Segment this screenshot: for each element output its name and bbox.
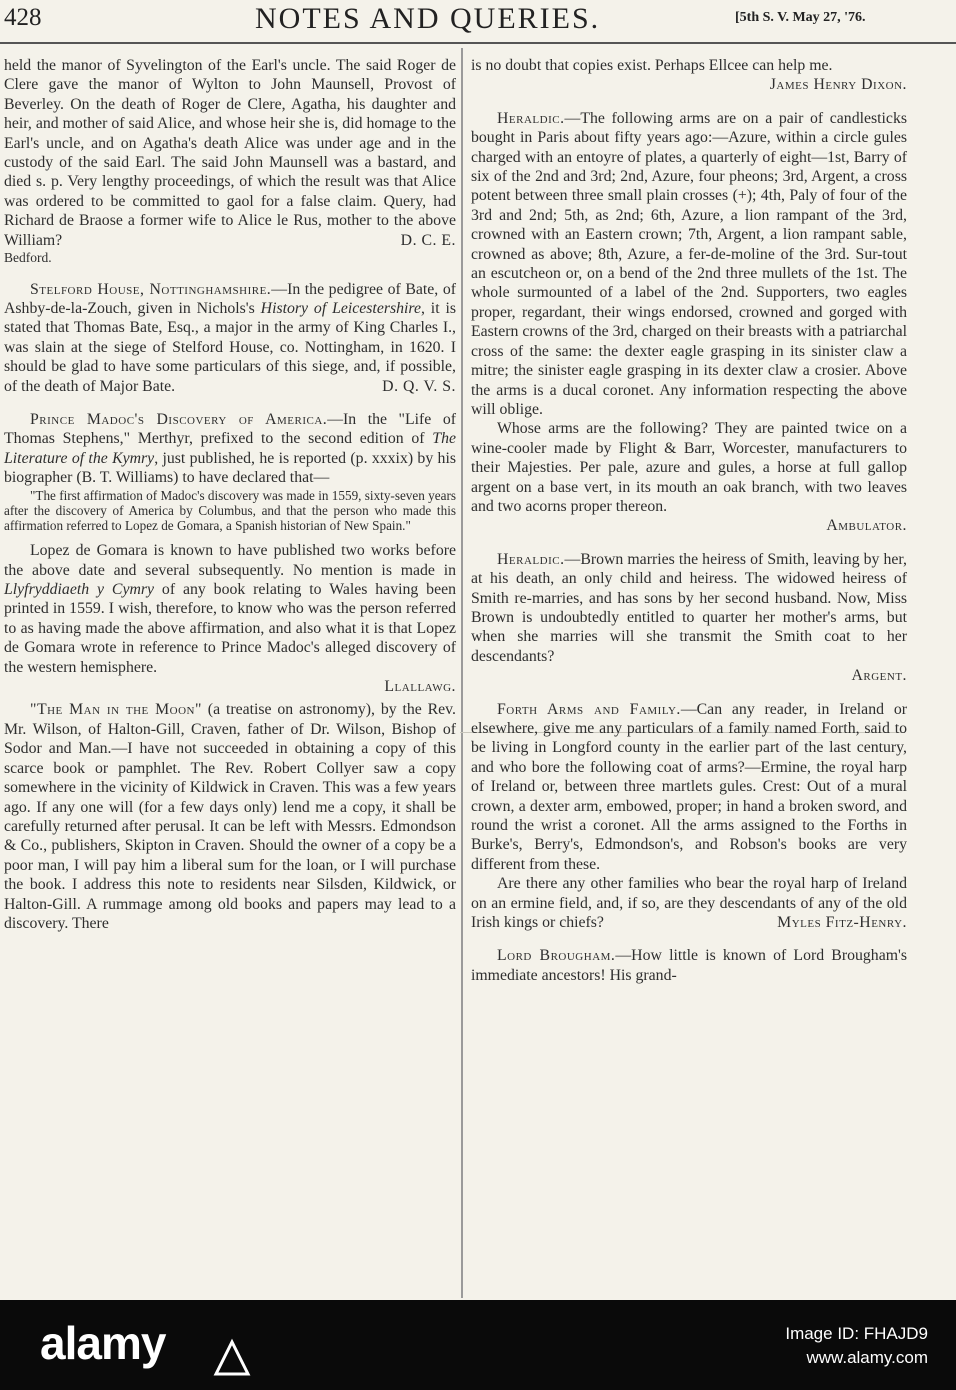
signature-ambulator: Ambulator. <box>826 517 907 535</box>
heading-man-in-moon: "The Man in the Moon" <box>30 701 202 719</box>
signature-dqvs: D. Q. V. S. <box>382 377 456 395</box>
signature-dixon: James Henry Dixon. <box>769 76 907 94</box>
paragraph-heraldic-brown: Heraldic.—Brown marries the heiress of Smith, leaving by her, at his death, an only child and heiress. The widowed heiress of Smith re-marries, and has sons by her second husband. Now, Miss Brown is undoubtedly entitled to quarter her mother's arms, but when she marries will she transmit the Smith coat to her descendants? <box>471 550 907 665</box>
heading-brougham: Lord Brougham. <box>497 947 616 965</box>
heading-madoc: Prince Madoc's Discovery of America. <box>30 411 328 428</box>
title-literature-kymry: The Literature of the Kymry <box>4 430 456 467</box>
journal-title: NOTES AND QUERIES. <box>255 2 601 35</box>
left-column <box>4 56 456 933</box>
site-url: www.alamy.com <box>806 1348 928 1367</box>
paragraph-heraldic-candlesticks: Heraldic.—The following arms are on a pair of candlesticks bought in Paris about fifty years ago:—Azure, within a circle gules charged with an entoyre of plates, a quarterly of eight—1st, Barry of six of the 2nd and 3rd; 2nd, Azure, four pheons; 3rd, Argent, a cross potent between three small plain crosses (+); 4th, Paly of four of the 3rd and 2nd; 5th, as 2nd; 6th, Azure, a lion rampant of the 3rd, crowned with an Eastern crown; 7th, Argent, a lion rampant sable, crowned as above; 8th, Azure, a fer-de-moline of the 3rd. Sur-tout an escutcheon or, on a bend of the 2nd three mullets of the 1st. The whole surmounted of a label of the 2nd. Supporters, two eagles proper, regardant, their wings endorsed, crowned and gorged with Eastern crowns of the 3rd, charged on their breasts with a patriarchal cross of the same: the dexter eagle grasping in its sinister claw a mitre; the sinister eagle grasping in its dexter claw a crosier. Above the arms is a ducal coronet. Any information respecting the above will oblige. <box>471 109 907 418</box>
paragraph-wine-cooler: Whose arms are the following? They are painted twice on a wine-cooler made by Flight & Barr, Worcester, manufacturers to their Majesties. Per pale, azure and gules, a horse at full gallop argent on a base vert, in its mouth an oak branch, with two leaves and two acorns proper thereon. <box>471 420 907 515</box>
paragraph-brougham: Lord Brougham.—How little is known of Lord Brougham's immediate ancestors! His grand- <box>471 947 907 984</box>
page-number: 428 <box>4 4 42 31</box>
logo-mark-icon <box>212 1338 252 1378</box>
paragraph-royal-harp: Are there any other families who bear the royal harp of Ireland on an ermine field, and, if so, are they descendants of any of the old Irish kings or chiefs? Myles Fitz-Henry. <box>471 875 907 932</box>
paragraph-syvelington: held the manor of Syvelington of the Earl's uncle. The said Roger de Clere gave the manor of Wylton to John Maunsell, Provost of Beverley. On the death of Roger de Clere, Agatha, his daughter and heir, and mother of said Alice, and whose heir she is, did homage to the Earl's uncle, and on Agatha's death Alice was under age and in the custody of the said Earl. The said John Maunsell was a bastard, and died s. p. Very lengthy proceedings, of which the result was that Alice was ordered to be committed to gaol for a false claim. Query, had Richard de Braose a former wife to Alice le Rus, mother to the above William? D. C. E. <box>4 57 456 249</box>
header-rule <box>0 42 956 44</box>
title-history-leicestershire: History of Leicestershire <box>260 299 421 317</box>
stock-meta <box>785 1322 928 1370</box>
paragraph-stelford: Stelford House, Nottinghamshire.—In the pedigree of Bate, of Ashby-de-la-Zouch, given in Nichols's History of Leicestershire, it is stated that Thomas Bate, Esq., a major in the army of King Charles I., was slain at the siege of Stelford House, co. Nottingham, in 1620. I should be glad to have some particulars of this siege, and, if possible, of the death of Major Bate. D. Q. V. S. <box>4 280 456 395</box>
signature-argent: Argent. <box>851 667 907 685</box>
image-id: Image ID: FHAJD9 <box>785 1324 928 1343</box>
heading-forth: Forth Arms and Family. <box>497 700 681 718</box>
signature-dce: D. C. E. <box>400 231 456 249</box>
paragraph-madoc: Prince Madoc's Discovery of America.—In the "Life of Thomas Stephens," Merthyr, prefixed to the second edition of The Literature of the Kymry, just published, he is reported (p. xxxix) by his biographer (B. T. Williams) to have declared that— <box>4 411 456 487</box>
heading-heraldic-2: Heraldic. <box>497 550 565 568</box>
heading-heraldic-1: Heraldic. <box>497 109 565 127</box>
right-column <box>471 56 907 985</box>
place-bedford: Bedford. <box>4 250 52 266</box>
signature-llallawg: Llallawg. <box>384 678 456 696</box>
heading-stelford: Stelford House, Nottinghamshire. <box>30 280 272 298</box>
series-date: [5th S. V. May 27, '76. <box>735 10 866 25</box>
paragraph-dixon: is no doubt that copies exist. Perhaps Ellcee can help me. <box>471 57 833 74</box>
signature-fitz-henry: Myles Fitz-Henry. <box>777 914 907 932</box>
paragraph-gomara: Lopez de Gomara is known to have published two works before the above date and several subsequently. No mention is made in Llyfryddiaeth y Cymry of any book relating to Wales having been printed in 1559. I wish, therefore, to know who was the person referred to as having made the above affirmation, and also what it is that Lopez de Gomara wrote in reference to Prince Madoc's alleged discovery of the western hemisphere. <box>4 542 456 676</box>
paragraph-man-in-moon: "The Man in the Moon" (a treatise on astronomy), by the Rev. Mr. Wilson, of Halton-Gill, Craven, father of Dr. Wilson, Bishop of Sodor and Man.—I have not succeeded in obtaining a copy of this scarce book or pamphlet. The Rev. Robert Collyer saw a copy somewhere in the vicinity of Kildwick in Craven. This was a few years ago. If any one will (for a few days only) lend me a copy, it shall be carefully returned after perusal. It can be left with Messrs. Edmondson & Co., publishers, Skipton in Craven. Should the owner of a copy be a poor man, I will pay him a liberal sum for the loan, or I will purchase the book. I address this note to residents near Silsden, Kildwick, or Halton-Gill. A rummage among old books and papers may lead to a discovery. There <box>4 701 457 932</box>
alamy-logo: alamy <box>40 1317 166 1369</box>
running-header <box>0 0 956 42</box>
block-quote-madoc: "The first affirmation of Madoc's discovery was made in 1559, sixty-seven years after the discovery of America by Columbus, and that the person who made this affirmation referred to Lopez de Gomara, a Spanish historian of New Spain." <box>4 487 456 534</box>
paragraph-forth-arms: Forth Arms and Family.—Can any reader, in Ireland or elsewhere, give me any particulars of a family named Forth, said to be living in Longford county in the earlier part of the last century, and who bore the following coat of arms?—Ermine, the royal harp of Ireland or, between three martlets gules. Crest: Out of a mural crown, a dexter arm, embowed, proper; in hand a broken sword, and round the wrist a coronet. All the arms assigned to the Forths in Burke's, Berry's, Edmondson's, and Robson's books are very different from these. <box>471 700 907 873</box>
column-rule <box>461 48 463 1298</box>
title-llyfryddiaeth: Llyfryddiaeth y Cymry <box>4 581 155 599</box>
